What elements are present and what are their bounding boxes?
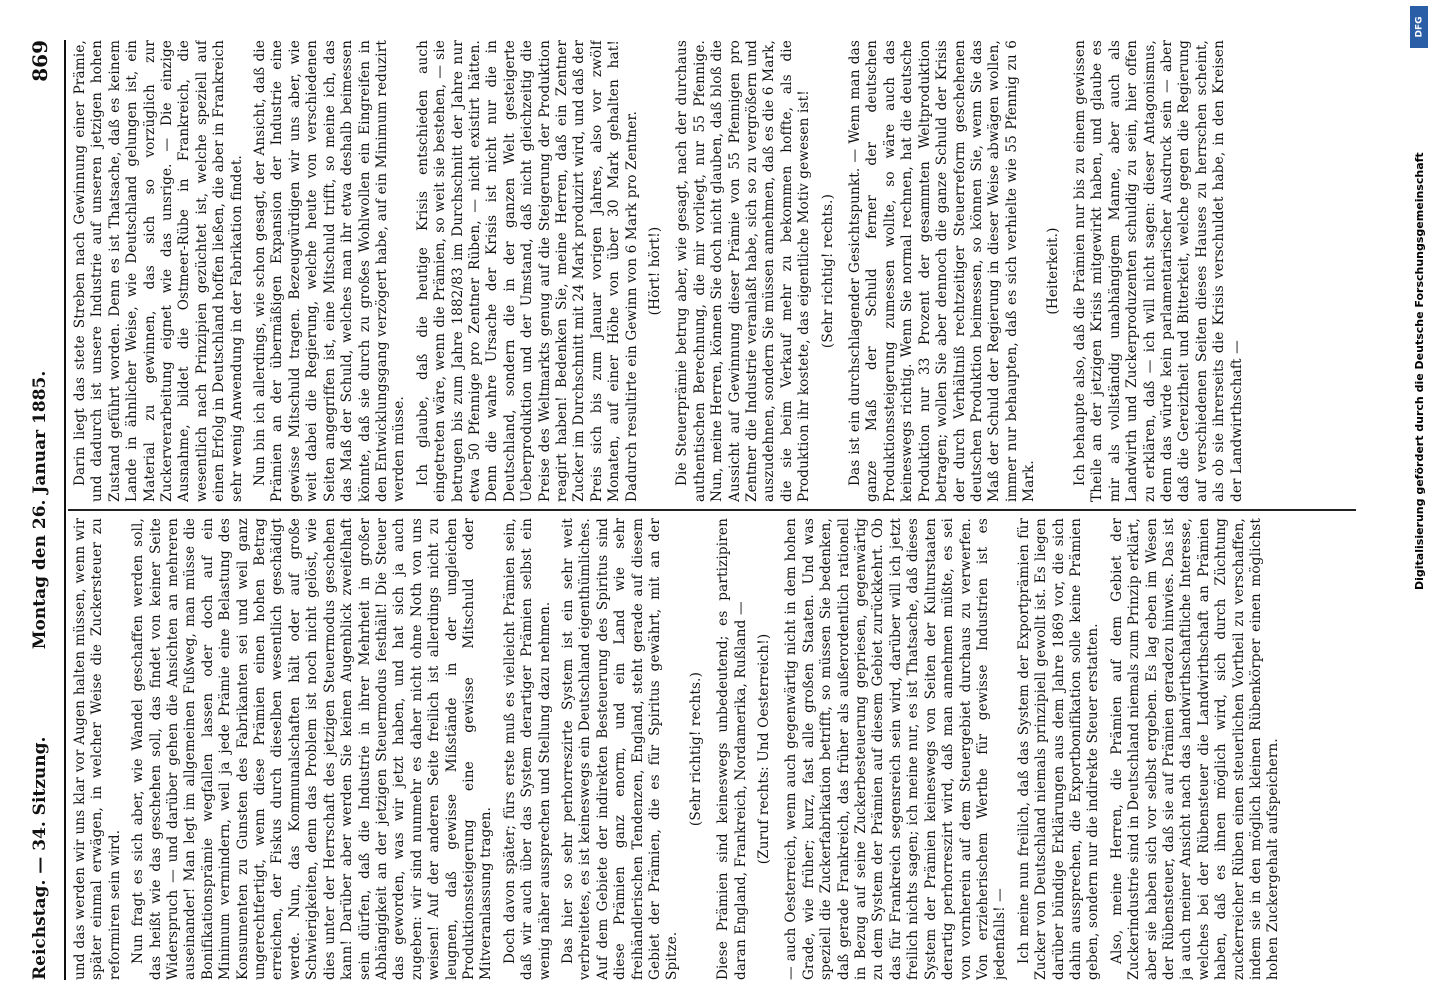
dfg-logo-text: DFG	[1414, 16, 1425, 38]
interjection: (Sehr richtig! rechts.)	[819, 193, 836, 349]
credit-text: Digitalisierung gefördert durch die Deutsche Forschungsgemeinschaft	[1413, 152, 1426, 590]
paragraph: Darin liegt das stete Streben nach Gewinnung einer Prämie, und dadurch ist unsere Industrie auf unseren jetzigen hohen Zustand geführt worden. Denn es ist Thatsache, daß es keinem Lande in ähnlicher Weise, wie Deutschland gelungen ist, ein Material zu gewinnen, das sich so vorzüglich zur Zuckerverarbeitung eignet wie das unsrige. — Die einzige Ausnahme, bildet die Ostmeer-Rübe in Frankreich, die wesentlich nach Prinzipien gezüchtet ist, welche speziell auf einen Erfolg in Deutschland hoffen ließen, die aber in Frankreich sehr wenig Anwendung in der Fabrikation findet.	[72, 40, 245, 502]
header-date: Montag den 26. Januar 1885.	[30, 370, 50, 650]
page-header	[20, 40, 66, 980]
paragraph: Das hier so sehr perhorreszirte System ist ein sehr weit verbreitetes, es ist keineswegs ein Deutschland eigenthümliches. Auf dem Gebiete der indirekten Besteuerung des Spiritus sind diese Prämien ganz enorm, und ein Land wie sehr freihändlerischen Tendenzen, England, steht gerade auf diesem Gebiet der Prämien, die es für Spiritus gewährt, mit an der Spitze.	[559, 518, 681, 980]
paragraph: Ich behaupte also, daß die Prämien nur bis zu einem gewissen Theile an der jetzigen Krisis mitgewirkt haben, und glaube es mir als vollständig unabhängigem Manne, aber auch als Landwirth und Zuckerproduzenten schuldig zu sein, hier offen zu erklären, daß — ich will nicht sagen: dieser Antagonismus, denn das würde kein parlamentarischer Ausdruck sein — aber daß die Gereiztheit und Bitterkeit, welche gegen die Regierung auf verschiedenen Seiten dieses Hauses zu herrschen scheint, als ob sie ihrerseits die Krisis verschuldet habe, in den Kreisen der Landwirthschaft —	[1071, 40, 1245, 502]
interjection: (Heiterkeit.)	[1044, 227, 1061, 315]
paragraph: Doch davon später; fürs erste muß es vielleicht Prämien sein, daß wir auch über das System derartiger Prämien selbst ein wenig näher aussprechen und Stellung dazu nehmen.	[501, 518, 553, 980]
paragraph: Nun bin ich allerdings, wie schon gesagt, der Ansicht, daß die Prämien an der übermäßigen Expansion der Industrie eine gewisse Mitschuld tragen. Bezeugwürdigen wir uns aber, wie weit dabei die Regierung, welche heute von verschiedenen Seiten angegriffen ist, eine Mitschuld trifft, so meine ich, das das Maß der Schuld, welches man ihr etwa deshalb beimessen könnte, daß sie durch zu großes Wohlwollen ein Eingreifen in den Entwicklungsgang verzögert habe, auf ein Minimum reduzirt werden müsse.	[252, 40, 408, 502]
column-divider	[68, 509, 1356, 511]
left-column	[72, 518, 1354, 980]
paragraph: Ich meine nun freilich, daß das System der Exportprämien für Zucker von Deutschland niemals prinzipiell gewollt ist. Es liegen darüber bündige Erklärungen aus dem Jahre 1869 vor, die sich dahin aussprechen, die Exportbonifikation solle keine Prämien geben, sondern nur die indirekte Steuer erstatten.	[1015, 518, 1102, 980]
interjection: (Zuruf rechts: Und Oesterreich!)	[756, 633, 773, 865]
side-credit	[1411, 0, 1429, 1000]
paragraph: — auch Oesterreich, wenn auch gegenwärtig nicht in dem hohen Grade, wie früher; kurz, fast alle großen Staaten. Und was speziell die Zuckerfabrikation betrifft, so müssen Sie bedenken, daß gerade Frankreich, das früher als außerordentlich rationell in Bezug auf seine Zuckerbesteuerung gepriesen, gegenwärtig zu dem System der Prämien auf diesem Gebiet zurückkehrt. Ob das für Frankreich segensreich sein wird, darüber will ich jetzt freilich nichts sagen; ich meine nur, es ist Thatsache, daß dieses System der Prämien keineswegs von Seiten der Kulturstaaten derartig perhorreszirt wird, daß man annehmen müßte, es sei von vornherein auf dem Steuergebiet durchaus zu verwerfen. Von erzieherischem Werthe für gewisse Industrien ist es jedenfalls! —	[783, 518, 1009, 980]
interjection: (Sehr richtig! rechts.)	[687, 671, 704, 827]
right-column	[72, 40, 1354, 502]
paragraph: Also, meine Herren, die Prämien auf dem Gebiet der Zuckerindustrie sind in Deutschland niemals zum Prinzip erklärt, aber sie haben sich vor selbst ergeben. Es lag eben im Wesen der Rübensteuer, daß sie auf Prämien geradezu hinwies. Das ist ja auch meiner Ansicht nach das landwirthschaftliche Interesse, welches bei der Rübensteuer die Landwirthschaft an Prämien haben, daß es ihnen möglich wird, sich durch Züchtung zuckerreicher Rüben einen steuerlichen Vortheil zu verschaffen, indem sie in den möglich kleinen Rübenkörper einen möglichst hohen Zuckergehalt aufspeichern.	[1108, 518, 1282, 980]
paragraph: Diese Prämien sind keineswegs unbedeutend; es partizipiren daran England, Frankreich, Nordamerika, Rußland —	[715, 518, 749, 980]
paragraph: Das ist ein durchschlagender Gesichtspunkt. — Wenn man das ganze Maß der Schuld ferner der deutschen Produktionssteigerung zumessen wollte, so wäre auch das keineswegs richtig. Wenn Sie normal rechnen, hat die deutsche Produktion nur 33 Prozent der gesammten Weltproduktion betragen; wollen Sie aber dennoch die ganze Schuld der Krisis der durch Verhältniß rechtzeitiger Steuerreform geschehenen deutschen Produktion beimessen, so können Sie, wenn Sie das Maß der Schuld der Regierung in dieser Weise abwägen wollen, immer nur behaupten, daß es sich verhielte wie 55 Pfennig zu 6 Mark.	[847, 40, 1038, 502]
paragraph: Nun fragt es sich aber, wie Wandel geschaffen werden soll, das heißt wie das geschehen soll, das findet von keiner Seite Widerspruch — und darüber gehen die Ansichten an mehreren auseinander! Man legt im allgemeinen Fußweg, man müsse die Bonifikationsprämie wegfallen lassen oder doch auf ein Minimum vermindern, weil ja jede Prämie eine Belastung des Konsumenten zu Gunsten des Fabrikanten sei und weil ganz ungerechtfertigt, wenn diese Prämien einen hohen Betrag erreichen, der Fiskus durch dieselben wesentlich geschädigt werde. Nun, das Kommunalschaften hält oder auf große Schwierigkeiten, denn das Problem ist noch nicht gelöst, wie dies unter der Herrschaft des jetzigen Steuermodus geschehen kann! Darüber aber werden Sie keinen Augenblick zweifelhaft sein dürfen, daß die Industrie in ihrer Mehrheit in großer Abhängigkeit an der jetzigen Steuermodus festhält! Die Steuer das geworden, was wir jetzt haben, und hat sich ja auch zugeben: wir sind nunmehr es daher nicht ohne Noth von uns weisen! Auf der anderen Seite freilich ist allerdings nicht zu leugnen, daß gewisse Mißstände in der ungleichen Produktionssteigerung eine gewisse Mitschuld oder Mitveranlassung tragen.	[130, 518, 495, 980]
paragraph: Ich glaube, daß die heutige Krisis entschieden auch eingetreten wäre, wenn die Prämien, so weit sie bestehen, — sie betrugen bis zum Jahre 1882/83 im Durchschnitt der Jahre nur etwa 50 Pfennige pro Zentner Rüben, — nicht existirt hätten. Denn die wahre Ursache der Krisis ist nicht nur die in Deutschland, sondern die in der ganzen Welt gesteigerte Ueberproduktion und der Umstand, daß nicht gleichzeitig die Preise des Weltmarkts genug auf die Steigerung der Produktion reagirt haben! Bedenken Sie, meine Herren, daß ein Zentner Zucker im Durchschnitt mit 24 Mark produzirt wird, und daß der Preis sich bis zum Januar vorigen Jahres, also vor zwölf Monaten, auf einer Höhe von über 30 Mark gehalten hat! Dadurch resultirte ein Gewinn von 6 Mark pro Zentner.	[414, 40, 640, 502]
paragraph: Die Steuerprämie betrug aber, wie gesagt, nach der durchaus authentischen Berechnung, die mir vorliegt, nur 55 Pfennige. Nun, meine Herren, können Sie doch nicht glauben, daß bloß die Aussicht auf Gewinnung dieser Prämie von 55 Pfennigen pro Zentner die Industrie veranlaßt habe, sich so zu vergrößern und auszudehnen, sondern Sie müssen annehmen, daß es die 6 Mark, die sie beim Verkauf mehr zu bekommen hoffte, als die Produktion ihr kostete, das eigentliche Motiv gewesen ist!	[674, 40, 813, 502]
rotated-page	[20, 40, 1360, 980]
paragraph: und das werden wir uns klar vor Augen halten müssen, wenn wir später einmal erwägen, in welcher Weise die Zuckersteuer zu reformiren sein wird.	[72, 518, 123, 980]
header-left: Reichstag. — 34. Sitzung.	[30, 736, 50, 980]
interjection: (Hört! hört!)	[647, 226, 663, 316]
page-number: 869	[28, 40, 52, 82]
